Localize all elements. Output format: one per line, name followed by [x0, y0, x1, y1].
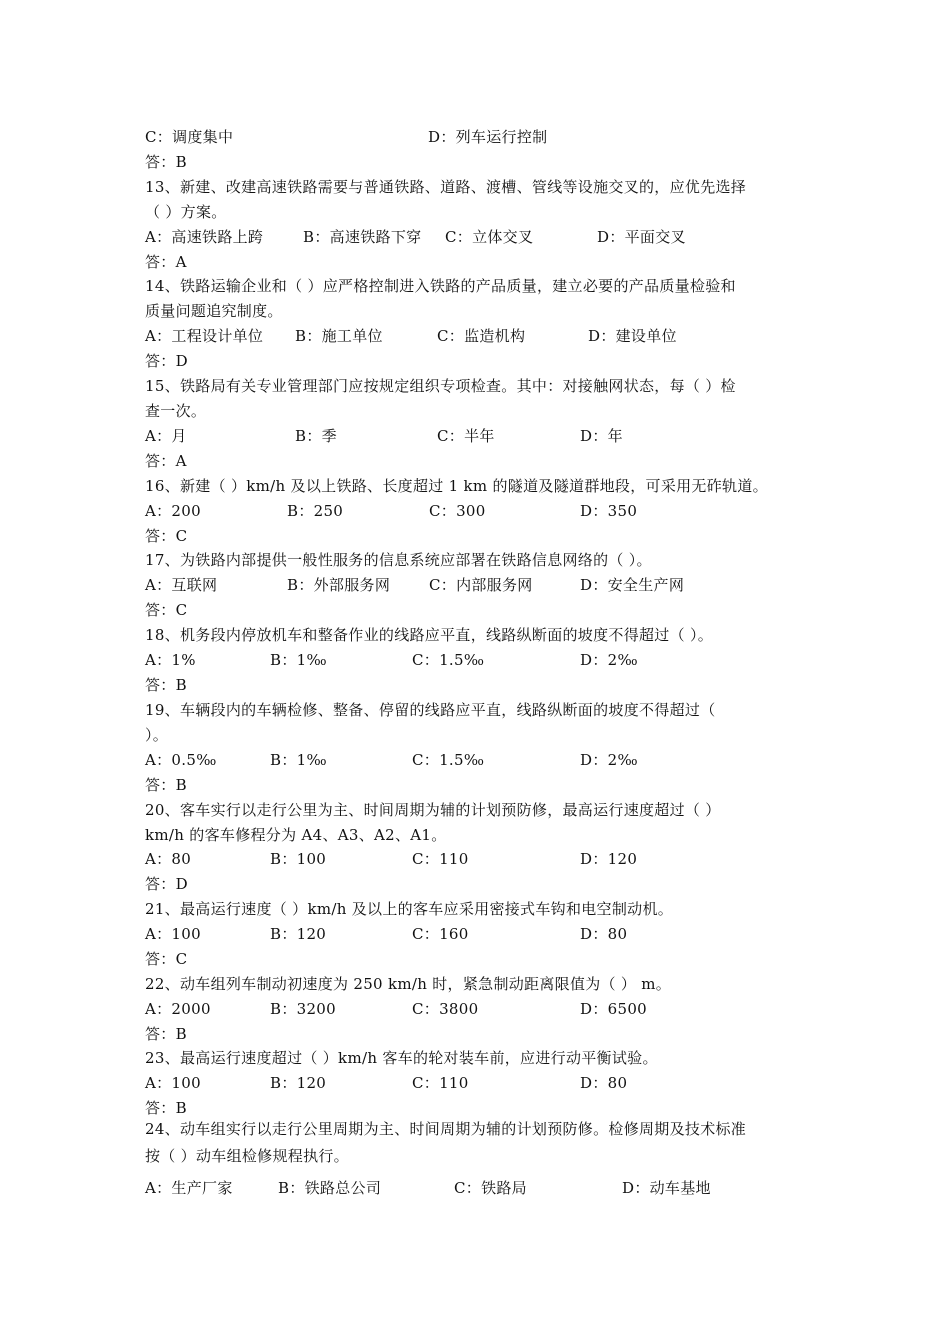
- question-18-text: 18、机务段内停放机车和整备作业的线路应平直，线路纵断面的坡度不得超过（ ）。: [145, 626, 714, 644]
- option-b: B：100: [270, 850, 327, 868]
- option-c: C：110: [412, 850, 469, 868]
- option-b: B：施工单位: [295, 327, 383, 345]
- option-a: A：100: [145, 1074, 201, 1092]
- answer: 答：C: [145, 601, 188, 619]
- option-c: C：半年: [437, 427, 495, 445]
- answer: 答：B: [145, 1025, 187, 1043]
- option-d: D：建设单位: [588, 327, 677, 345]
- question-21-text: 21、最高运行速度（ ）km/h 及以上的客车应采用密接式车钩和电空制动机。: [145, 900, 674, 918]
- answer: 答：C: [145, 527, 188, 545]
- option-c: C：3800: [412, 1000, 479, 1018]
- option-d: D：2‰: [580, 751, 638, 769]
- question-13-text: 13、新建、改建高速铁路需要与普通铁路、道路、渡槽、管线等设施交叉的，应优先选择: [145, 178, 747, 196]
- question-24-text: 24、动车组实行以走行公里周期为主、时间周期为辅的计划预防修。检修周期及技术标准: [145, 1120, 747, 1138]
- question-15-text-cont: 查一次。: [145, 402, 207, 420]
- question-19-text: 19、车辆段内的车辆检修、整备、停留的线路应平直，线路纵断面的坡度不得超过（: [145, 701, 716, 719]
- option-d: D：350: [580, 502, 638, 520]
- option-b: B：1‰: [270, 651, 327, 669]
- option-b: B：1‰: [270, 751, 327, 769]
- question-20-text: 20、客车实行以走行公里为主、时间周期为辅的计划预防修，最高运行速度超过（ ）: [145, 801, 721, 819]
- option-b: B：120: [270, 1074, 327, 1092]
- option-a: A：高速铁路上跨: [145, 228, 264, 246]
- question-16-text: 16、新建（ ）km/h 及以上铁路、长度超过 1 km 的隧道及隧道群地段，可采用无砟轨道。: [145, 477, 768, 495]
- question-23-text: 23、最高运行速度超过（ ）km/h 客车的轮对装车前，应进行动平衡试验。: [145, 1049, 658, 1067]
- option-b: B：外部服务网: [287, 576, 391, 594]
- question-15-text: 15、铁路局有关专业管理部门应按规定组织专项检查。其中：对接触网状态，每（ ）检: [145, 377, 736, 395]
- option-b: B：高速铁路下穿: [303, 228, 422, 246]
- answer: 答：B: [145, 676, 187, 694]
- option-a: A：工程设计单位: [145, 327, 264, 345]
- option-d: D：平面交叉: [597, 228, 686, 246]
- question-13-text-cont: （ ）方案。: [145, 203, 227, 221]
- option-b: B：铁路总公司: [278, 1179, 382, 1197]
- option-a: A：2000: [145, 1000, 211, 1018]
- option-c: C：1.5‰: [412, 751, 485, 769]
- question-24-text-cont: 按（ ）动车组检修规程执行。: [145, 1147, 349, 1165]
- answer: 答：A: [145, 452, 187, 470]
- option-a: A：互联网: [145, 576, 218, 594]
- option-d: D：安全生产网: [580, 576, 685, 594]
- answer: 答：C: [145, 950, 188, 968]
- option-b: B：250: [287, 502, 344, 520]
- option-a: A：0.5‰: [145, 751, 217, 769]
- question-19-text-cont: ）。: [145, 726, 169, 744]
- question-14-text-cont: 质量问题追究制度。: [145, 302, 283, 320]
- option-c: C：1.5‰: [412, 651, 485, 669]
- option-d: D：120: [580, 850, 638, 868]
- option-d: D：2‰: [580, 651, 638, 669]
- option-c: C：监造机构: [437, 327, 526, 345]
- option-c: C：160: [412, 925, 469, 943]
- option-d: D：动车基地: [622, 1179, 711, 1197]
- answer: 答：A: [145, 253, 187, 271]
- question-22-text: 22、动车组列车制动初速度为 250 km/h 时，紧急制动距离限值为（ ） m。: [145, 975, 672, 993]
- option-c: C：调度集中: [145, 128, 234, 146]
- question-17-text: 17、为铁路内部提供一般性服务的信息系统应部署在铁路信息网络的（ ）。: [145, 551, 652, 569]
- answer: 答：B: [145, 153, 187, 171]
- option-b: B：120: [270, 925, 327, 943]
- option-d: D：6500: [580, 1000, 648, 1018]
- option-c: C：300: [429, 502, 486, 520]
- option-a: A：200: [145, 502, 201, 520]
- option-a: A：100: [145, 925, 201, 943]
- option-d: D：80: [580, 925, 628, 943]
- option-a: A：80: [145, 850, 192, 868]
- option-a: A：生产厂家: [145, 1179, 233, 1197]
- option-b: B：3200: [270, 1000, 336, 1018]
- option-c: C：立体交叉: [445, 228, 534, 246]
- question-20-text-cont: km/h 的客车修程分为 A4、A3、A2、A1。: [145, 826, 447, 844]
- option-a: A：1%: [145, 651, 196, 669]
- option-d: D：年: [580, 427, 623, 445]
- answer: 答：D: [145, 875, 188, 893]
- option-d: D：列车运行控制: [428, 128, 548, 146]
- option-b: B：季: [295, 427, 337, 445]
- option-c: C：铁路局: [454, 1179, 527, 1197]
- option-c: C：内部服务网: [429, 576, 533, 594]
- answer: 答：B: [145, 776, 187, 794]
- question-14-text: 14、铁路运输企业和（ ）应严格控制进入铁路的产品质量，建立必要的产品质量检验和: [145, 277, 736, 295]
- answer: 答：D: [145, 352, 188, 370]
- option-c: C：110: [412, 1074, 469, 1092]
- option-d: D：80: [580, 1074, 628, 1092]
- option-a: A：月: [145, 427, 187, 445]
- answer: 答：B: [145, 1099, 187, 1117]
